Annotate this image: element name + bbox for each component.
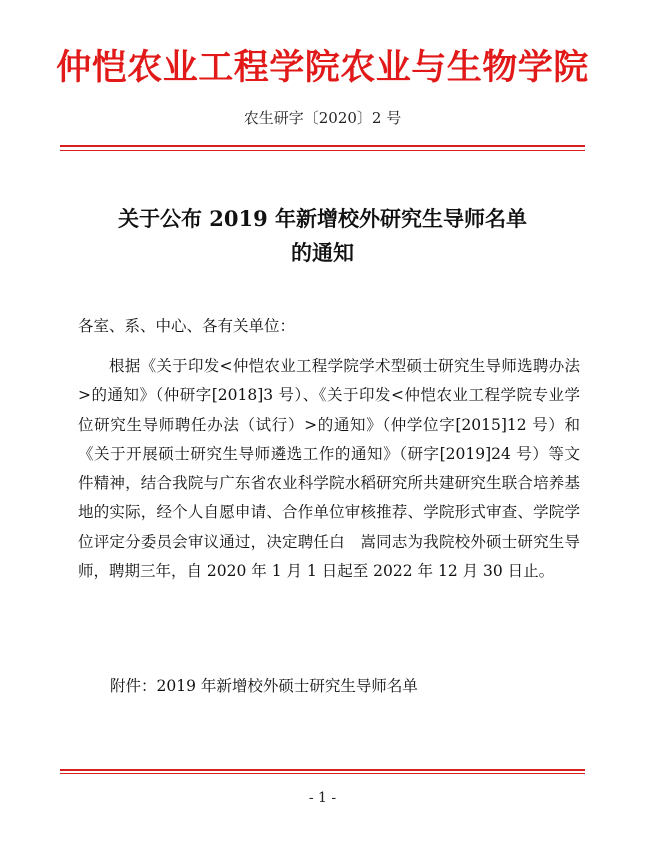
title-line-1: 关于公布 2019 年新增校外研究生导师名单 xyxy=(117,206,528,231)
salutation: 各室、系、中心、各有关单位： xyxy=(78,317,296,335)
header-divider-thick xyxy=(60,145,585,147)
footer-divider-thin xyxy=(60,773,585,774)
organization-header: 仲恺农业工程学院农业与生物学院 xyxy=(56,47,589,88)
page-number: - 1 - xyxy=(308,790,337,806)
attachment-note: 附件：2019 年新增校外硕士研究生导师名单 xyxy=(110,677,418,695)
body-paragraph: 根据《关于印发<仲恺农业工程学院学术型硕士研究生导师选聘办法>的通知》（仲研字[2018]3 号）、《关于印发<仲恺农业工程学院专业学位研究生导师聘任办法（试行）>的通知》（仲学位字[2015]12 号）和《关于开展硕士研究生导师遴选工作的通知》（研字[2019]24 号）等文件精神，结合我院与广东省农业科学院水稻研究所共建研究生联合培养基地的实际，经个人自愿申请、合作单位审核推荐、学院形式审查、学院学位评定分委员会审议通过，决定聘任白 嵩同志为我院校外硕士研究生导师，聘期三年，自 2020 年 1 月 1 日起至 2022 年 12 月 30 日止。 xyxy=(78,357,580,581)
footer-divider-thick xyxy=(60,769,585,771)
title-line-2: 的通知 xyxy=(291,240,354,265)
header-divider-thin xyxy=(60,150,585,151)
document-number: 农生研字〔2020〕2 号 xyxy=(243,109,402,127)
document-title xyxy=(60,202,585,270)
